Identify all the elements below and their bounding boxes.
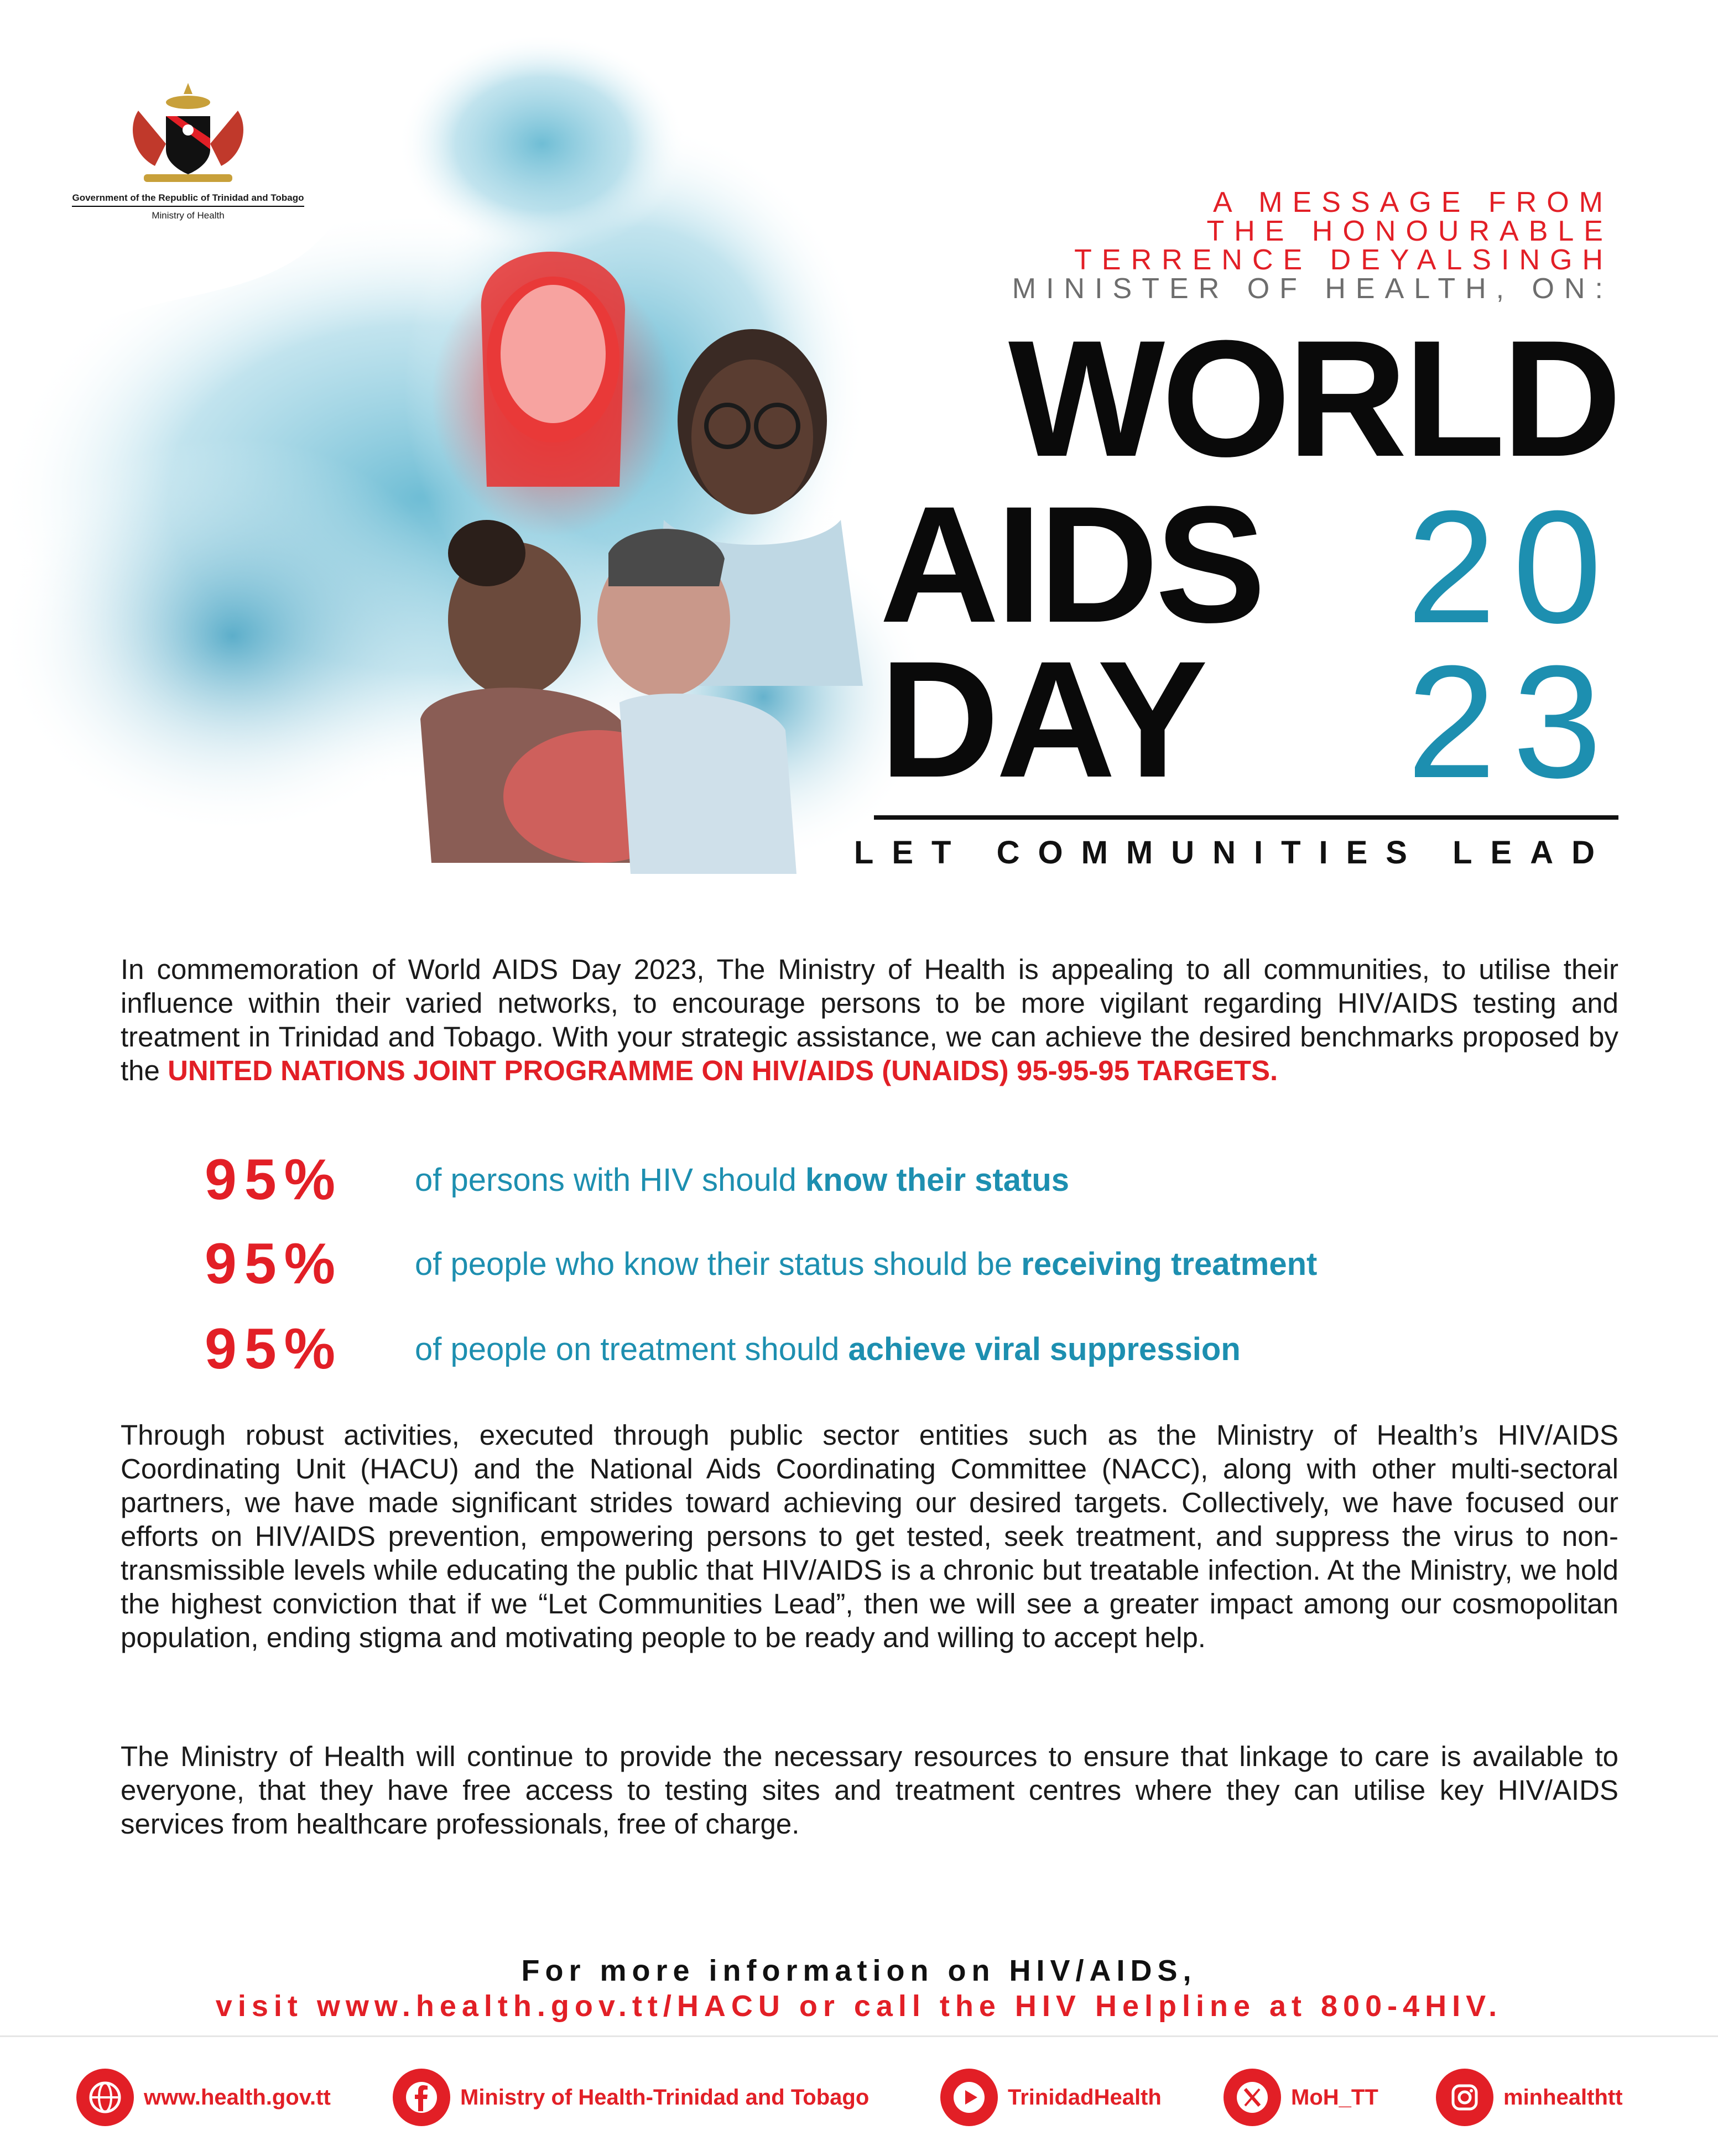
activities-paragraph: Through robust activities, executed through public sector entities such as the Ministry of Health’s HIV/AIDS Coordinating Unit (HACU) and the National Aids Coordinating Committee (NACC), along with other multi-sectoral partners, we have made significant strides toward achieving our desired targets. Collectively, we have focused our efforts on HIV/AIDS prevention, empowering persons to get tested, seek treatment, and suppress the virus to non-transmissible levels while educating the public that HIV/AIDS is a chronic but treatable infection. At the Ministry, we hold the highest conviction that if we “Let Communities Lead”, then we will see a greater impact among our cosmopolitan population, ending stigma and motivating people to be ready and willing to accept help. [121, 1419, 1618, 1653]
message-line-3: TERRENCE DEYALSINGH [1074, 244, 1613, 276]
social-label: MoH_TT [1291, 2085, 1378, 2110]
social-youtube[interactable] [940, 2068, 1162, 2127]
social-label: www.health.gov.tt [144, 2085, 331, 2110]
target-description [415, 1162, 1069, 1199]
target-description [415, 1246, 1317, 1283]
target-percent: 95% [205, 1231, 343, 1296]
message-line-4: MINISTER OF HEALTH, ON: [1012, 273, 1613, 305]
target-emphasis: achieve viral suppression [848, 1331, 1241, 1367]
instagram-icon [1436, 2069, 1493, 2126]
more-info-line: For more information on HIV/AIDS, [521, 1954, 1197, 1987]
social-facebook[interactable] [393, 2068, 869, 2127]
target-text: of people on treatment should [415, 1331, 848, 1367]
target-row-3 [205, 1316, 1241, 1381]
social-website[interactable] [76, 2068, 331, 2127]
message-line-2: THE HONOURABLE [1206, 215, 1613, 247]
target-emphasis: receiving treatment [1021, 1246, 1318, 1282]
intro-text: In commemoration of World AIDS Day 2023, The Ministry of Health is appealing to all communities, to utilise their influence within their varied networks, to encourage persons to be more vigilant regarding HIV/AIDS testing and treatment in Trinidad and Tobago. With your strategic assistance, we can achieve the desired benchmarks proposed by the [121, 954, 1618, 1086]
title-year-bottom: 23 [1407, 632, 1618, 811]
target-percent: 95% [205, 1147, 343, 1212]
title-world: WORLD [1008, 305, 1618, 491]
social-label: Ministry of Health-Trinidad and Tobago [460, 2085, 870, 2110]
globe-icon [76, 2069, 134, 2126]
message-line-1: A MESSAGE FROM [1213, 186, 1613, 218]
social-instagram[interactable] [1436, 2068, 1623, 2127]
x-icon [1224, 2069, 1281, 2126]
target-row-2 [205, 1233, 1317, 1294]
target-percent: 95% [205, 1316, 343, 1381]
unaids-highlight: UNITED NATIONS JOINT PROGRAMME ON HIV/AIDS (UNAIDS) 95-95-95 TARGETS. [168, 1055, 1278, 1086]
social-label: TrinidadHealth [1008, 2085, 1162, 2110]
target-text: of people who know their status should be [415, 1246, 1022, 1282]
helpline-line: visit www.health.gov.tt/HACU or call the HIV Helpline at 800-4HIV. [215, 1990, 1503, 2023]
target-description [415, 1331, 1241, 1368]
facebook-icon [393, 2069, 450, 2126]
resources-paragraph: The Ministry of Health will continue to provide the necessary resources to ensure that linkage to care is available to everyone, that they have free access to testing sites and treatment centres where they can utilise key HIV/AIDS services from healthcare professionals, free of charge. [121, 1741, 1618, 1840]
title-divider [874, 815, 1618, 820]
social-label: minhealthtt [1503, 2085, 1623, 2110]
target-text: of persons with HIV should [415, 1162, 806, 1198]
minister-message-heading [1012, 188, 1613, 303]
title-day: DAY [879, 626, 1205, 812]
social-x[interactable] [1224, 2068, 1378, 2127]
title-year-top: 20 [1407, 477, 1618, 657]
government-name: Government of the Republic of Trinidad and Tobago [72, 192, 304, 207]
target-row-1 [205, 1149, 1069, 1210]
ministry-name: Ministry of Health [152, 210, 225, 221]
coat-of-arms-icon [122, 77, 254, 188]
youtube-icon [940, 2069, 998, 2126]
intro-paragraph [121, 952, 1618, 1087]
title-aids: AIDS [879, 471, 1263, 657]
target-emphasis: know their status [805, 1162, 1070, 1198]
government-logo-block [22, 77, 354, 221]
tagline: LET COMMUNITIES LEAD [853, 835, 1613, 871]
footer-divider [0, 2035, 1718, 2037]
